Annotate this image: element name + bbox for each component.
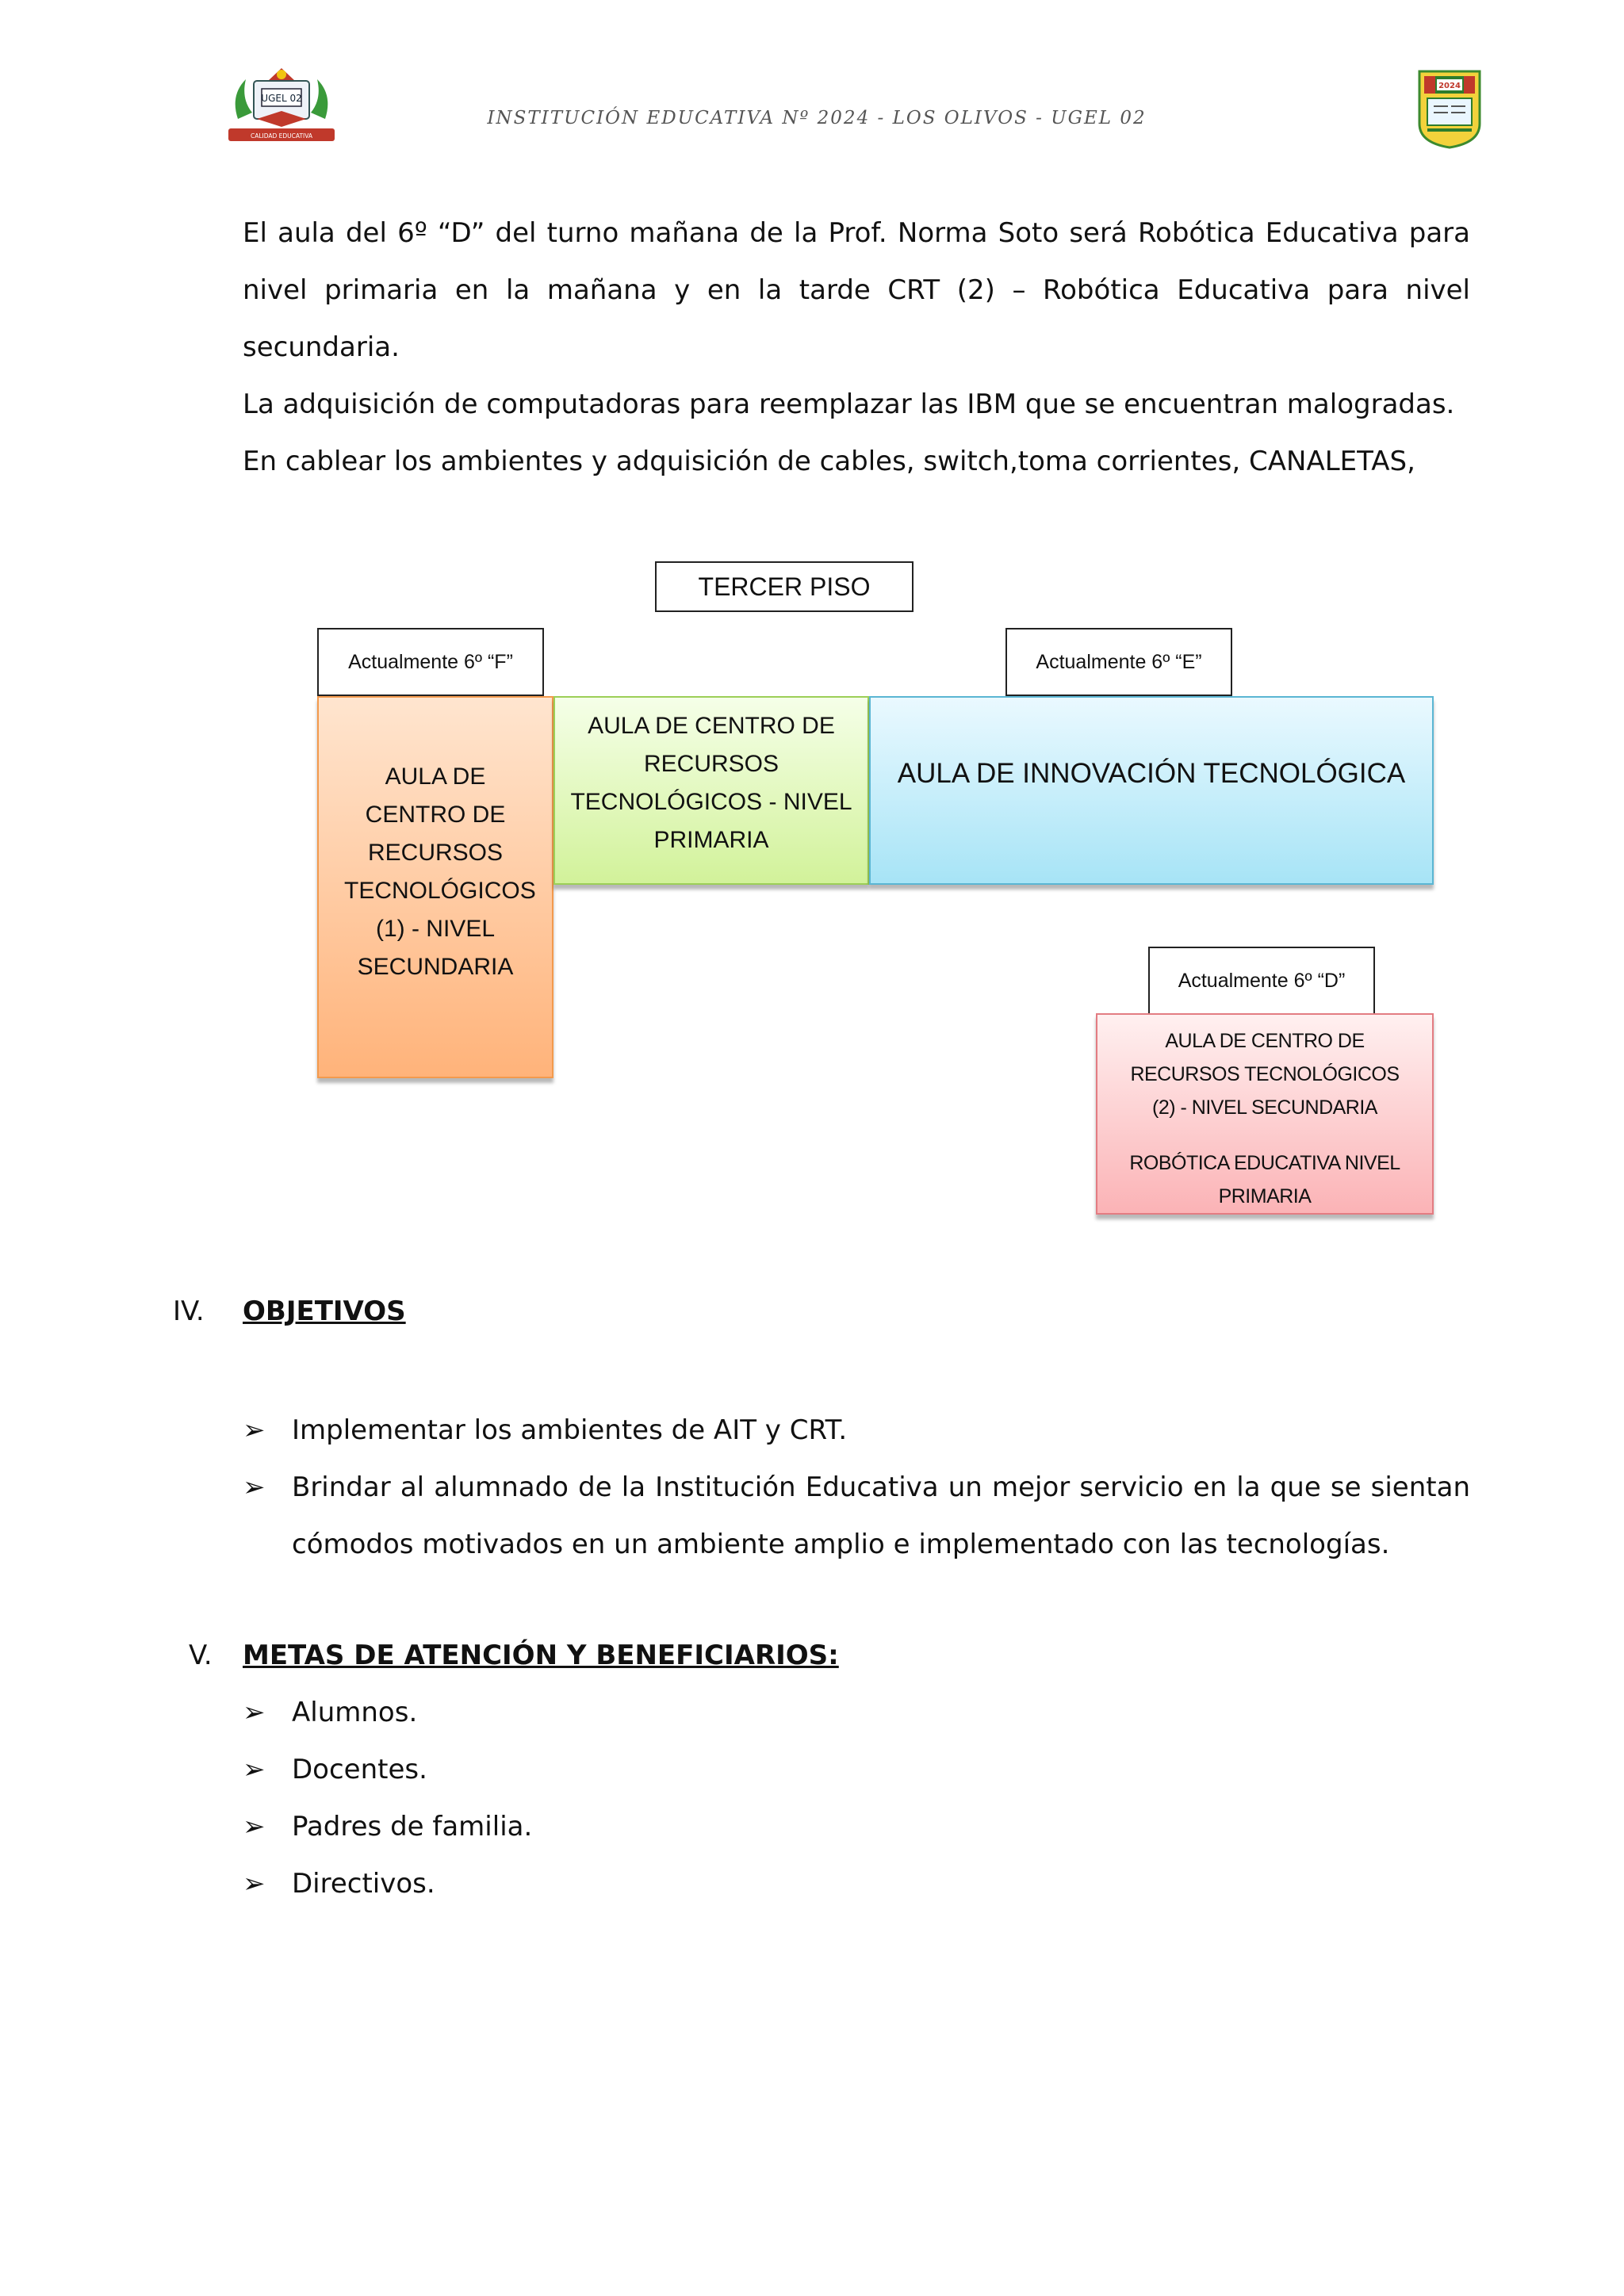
floor-title: TERCER PISO <box>655 561 914 612</box>
list-item: ➢ Padres de familia. <box>243 1798 1470 1855</box>
room-crt1-secundaria <box>317 696 553 1078</box>
school-crest <box>1416 67 1483 149</box>
room-crt-primaria <box>553 696 869 885</box>
header-title: INSTITUCIÓN EDUCATIVA Nº 2024 - LOS OLIVOS - UGEL 02 <box>487 108 1147 128</box>
section-iv-title: OBJETIVOS <box>243 1295 406 1327</box>
arrow-bullet-icon: ➢ <box>243 1868 266 1900</box>
ugel-logo <box>222 63 341 149</box>
svg-text:UGEL 02: UGEL 02 <box>261 93 302 104</box>
room-crt2-secundaria <box>1096 1013 1434 1215</box>
svg-text:2024: 2024 <box>1438 82 1461 90</box>
list-item: ➢ Directivos. <box>243 1855 1470 1912</box>
room-crt1-label: AULA DE CENTRO DE RECURSOS TECNOLÓGICOS (1) - NIVEL SECUNDARIA <box>344 763 536 980</box>
room-crt-primaria-label: AULA DE CENTRO DE RECURSOS TECNOLÓGICOS - NIVEL PRIMARIA <box>570 713 852 853</box>
arrow-bullet-icon: ➢ <box>243 1754 266 1785</box>
arrow-bullet-icon: ➢ <box>243 1697 266 1728</box>
arrow-bullet-icon: ➢ <box>243 1471 266 1503</box>
section-v-title: METAS DE ATENCIÓN Y BENEFICIARIOS: <box>243 1640 839 1671</box>
room-crt2-label: AULA DE CENTRO DE RECURSOS TECNOLÓGICOS (2) - NIVEL SECUNDARIA <box>1130 1030 1400 1119</box>
current-class-tag-e: Actualmente 6º “E” <box>1005 628 1232 696</box>
section-v-number: V. <box>189 1640 213 1671</box>
intro-paragraph: El aula del 6º “D” del turno mañana de la Prof. Norma Soto será Robótica Educativa para nivel primaria en la mañana y en la tarde CRT (2) – Robótica Educativa para nivel secundaria. <box>243 217 1470 363</box>
list-item: ➢ Alumnos. <box>243 1684 1470 1741</box>
beneficiaries-list <box>243 1684 1470 1912</box>
current-class-tag-d: Actualmente 6º “D” <box>1148 947 1375 1015</box>
room-robotica-label: ROBÓTICA EDUCATIVA NIVEL PRIMARIA <box>1129 1152 1400 1207</box>
svg-text:CALIDAD EDUCATIVA: CALIDAD EDUCATIVA <box>250 132 313 140</box>
list-item: ➢ Brindar al alumnado de la Institución Educativa un mejor servicio en la que se sientan cómodos motivados en un ambiente amplio e implementado con las tecnologías. <box>243 1459 1470 1573</box>
intro-paragraph: En cablear los ambientes y adquisición de cables, switch,toma corrientes, CANALETAS, <box>243 446 1415 477</box>
intro-paragraph: La adquisición de computadoras para reemplazar las IBM que se encuentran malogradas. <box>243 388 1455 420</box>
list-item: ➢ Docentes. <box>243 1741 1470 1798</box>
room-ait <box>869 696 1434 885</box>
arrow-bullet-icon: ➢ <box>243 1811 266 1843</box>
section-iv-number: IV. <box>173 1295 205 1327</box>
list-item: ➢ Implementar los ambientes de AIT y CRT. <box>243 1402 1470 1459</box>
room-ait-label: AULA DE INNOVACIÓN TECNOLÓGICA <box>897 758 1406 789</box>
current-class-tag-f: Actualmente 6º “F” <box>317 628 544 696</box>
arrow-bullet-icon: ➢ <box>243 1414 266 1446</box>
objectives-list <box>243 1402 1470 1573</box>
intro-text <box>243 205 1470 490</box>
